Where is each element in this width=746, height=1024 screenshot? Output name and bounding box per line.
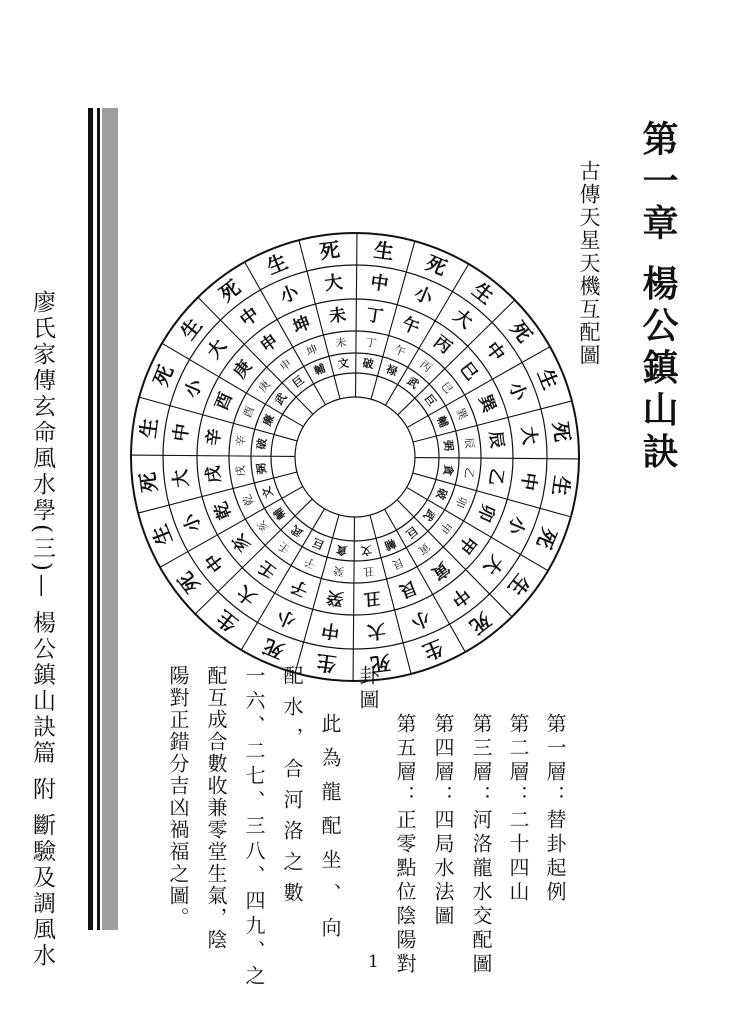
ring-label: 小 [411, 282, 436, 310]
ring-label: 輔 [271, 505, 289, 522]
ring-label: 輔 [382, 536, 398, 553]
ring-label: 丙 [417, 357, 435, 375]
ring-label: 辰 [461, 436, 477, 450]
ring-label: 輔 [434, 414, 451, 430]
ring-label: 文 [259, 484, 276, 500]
ring-label: 生 [547, 474, 575, 498]
ring-label: 小 [502, 513, 530, 538]
ring-label: 亥 [254, 517, 272, 535]
ring-label: 生 [533, 365, 563, 393]
ring-label: 戌 [203, 464, 226, 484]
ring-label: 艮 [390, 555, 406, 572]
ring-label: 亥 [228, 529, 255, 556]
ring-label: 乙 [461, 466, 477, 480]
ring-label: 寅 [427, 557, 454, 584]
ring-circle [251, 353, 459, 561]
ring-label: 死 [505, 316, 537, 348]
ring-label: 寅 [415, 540, 433, 558]
ring-label: 大 [323, 271, 344, 295]
ring-label: 生 [147, 521, 177, 549]
ring-label: 生 [314, 649, 338, 677]
ring-label: 小 [274, 604, 299, 632]
ring-label: 坤 [304, 342, 320, 359]
ring-label: 文 [337, 356, 350, 371]
ring-label: 大 [479, 551, 507, 579]
ring-label: 巨 [403, 523, 420, 541]
ring-label: 貪 [440, 463, 456, 477]
ring-label: 死 [135, 470, 162, 494]
diagram-caption: 古傳天星天機互配圖 [577, 160, 601, 367]
ring-label: 卯 [473, 500, 499, 525]
ring-label: 中 [516, 471, 540, 492]
ring-label: 巨 [290, 373, 307, 391]
ring-circle [229, 331, 481, 583]
compass-diagram [130, 232, 580, 682]
ring-label: 小 [504, 379, 531, 404]
ring-label: 丑 [362, 586, 382, 609]
ring-label: 廉 [260, 412, 277, 428]
ring-label: 癸 [325, 586, 346, 609]
page-number: 1 [368, 952, 379, 972]
book-title: 廖氏家傳玄命風水學(三)— 楊公鎮山訣篇 附 斷驗及調風水 [29, 290, 55, 969]
ring-label: 午 [392, 342, 408, 360]
spine-bar [88, 108, 93, 930]
ring-label: 生 [211, 605, 243, 637]
ring-label: 死 [531, 524, 562, 553]
layer-line: 第四層：四局水法圖 [431, 713, 455, 929]
ring-label: 庚 [255, 377, 273, 395]
ring-label: 坤 [290, 312, 314, 338]
ring-label: 中 [320, 618, 341, 642]
ring-label: 死 [318, 237, 342, 264]
ring-label: 酉 [240, 404, 258, 420]
ring-label: 巽 [453, 406, 470, 422]
ring-label: 大 [517, 425, 541, 446]
ring-label: 小 [180, 376, 208, 401]
ring-label: 貪 [335, 542, 349, 558]
ring-label: 破 [361, 356, 375, 372]
ring-label: 大 [449, 305, 477, 333]
ring-label: 乙 [484, 466, 507, 487]
ring-label: 死 [368, 650, 392, 677]
ring-circle [131, 233, 579, 681]
layer-line: 第三層：河洛龍水交配圖 [469, 713, 493, 977]
ring-label: 死 [214, 275, 246, 307]
ring-label: 小 [277, 281, 302, 308]
sector-divider [353, 517, 354, 681]
ring-label: 中 [201, 548, 230, 576]
ring-label: 巳 [455, 358, 482, 385]
layer-line: 第一層：替卦起例 [543, 713, 567, 905]
ring-label: 死 [548, 420, 575, 444]
ring-label: 巨 [310, 535, 326, 552]
ring-label: 子 [302, 554, 318, 572]
ring-label: 生 [372, 237, 396, 265]
sector-divider [415, 458, 579, 459]
ring-circle [163, 265, 547, 649]
ring-label: 大 [203, 335, 231, 363]
layer-line: 第二層：二十四山 [506, 713, 530, 905]
ring-label: 甲 [453, 531, 481, 558]
ring-label: 甲 [437, 519, 455, 537]
sector-divider [131, 455, 295, 456]
ring-label: 乾 [210, 498, 236, 522]
ring-label: 生 [175, 313, 207, 345]
description-line: 陽對正錯分吉凶禍福之圖。 [166, 665, 190, 929]
ring-label: 戌 [233, 464, 249, 478]
ring-label: 生 [263, 249, 291, 279]
ring-label: 武 [420, 506, 438, 524]
ring-label: 輔 [312, 361, 328, 378]
spine-bar [97, 108, 100, 930]
ring-label: 壬 [275, 539, 293, 557]
ring-label: 子 [287, 575, 312, 601]
ring-label: 弼 [441, 439, 456, 452]
ring-label: 丙 [429, 331, 456, 359]
ring-label: 小 [179, 510, 206, 535]
description-line: 此為龍配坐、向 [318, 713, 342, 951]
ring-label: 辛 [233, 434, 249, 448]
ring-label: 壬 [254, 555, 281, 583]
ring-label: 武 [288, 522, 306, 540]
ring-label: 乾 [240, 492, 257, 508]
ring-label: 破 [433, 486, 450, 502]
ring-label: 申 [256, 330, 283, 357]
ring-label: 武 [272, 390, 290, 408]
spine-bar [102, 108, 118, 930]
ring-label: 丁 [364, 335, 378, 351]
description-line: 配水，合河洛之數 [280, 665, 304, 913]
ring-label: 申 [277, 356, 295, 374]
ring-circle [295, 397, 415, 517]
ring-label: 死 [464, 607, 496, 639]
ring-label: 卯 [452, 494, 470, 510]
ring-label: 文 [360, 543, 373, 558]
ring-label: 辛 [203, 427, 226, 448]
ring-circle [197, 299, 513, 615]
ring-label: 中 [236, 303, 264, 332]
ring-label: 午 [398, 313, 423, 339]
description-line: 一六、二七、三八、四九、之 [242, 665, 266, 990]
description-line: 配互成合數收兼零堂生氣，陰 [204, 665, 228, 951]
layer-line: 第五層：正零點位陰陽對 [393, 713, 417, 977]
ring-label: 武 [404, 374, 422, 392]
ring-label: 中 [446, 582, 474, 611]
ring-label: 辰 [484, 430, 507, 450]
ring-label: 中 [170, 422, 194, 443]
ring-label: 小 [408, 606, 433, 633]
spine-bars [88, 108, 118, 930]
ring-label: 生 [419, 635, 447, 665]
ring-label: 酉 [211, 389, 237, 414]
ring-label: 艮 [396, 576, 420, 602]
ring-label: 死 [422, 250, 451, 281]
ring-label: 死 [148, 361, 179, 390]
ring-label: 大 [366, 619, 387, 643]
ring-label: 中 [369, 272, 390, 296]
ring-label: 巳 [438, 379, 456, 397]
ring-label: 死 [259, 633, 288, 664]
ring-label: 癸 [332, 563, 346, 579]
ring-label: 巽 [474, 392, 500, 416]
ring-label: 死 [173, 566, 205, 598]
chapter-title: 第一章 楊公鎮山訣 [637, 120, 679, 475]
ring-label: 中 [480, 338, 509, 366]
ring-label: 丑 [362, 563, 376, 579]
ring-label: 丁 [364, 305, 385, 328]
ring-label: 生 [503, 569, 535, 601]
sector-divider [356, 233, 357, 397]
ring-label: 破 [254, 437, 270, 451]
ring-label: 庚 [229, 356, 257, 383]
ring-label: 巨 [421, 392, 439, 409]
layer-line: 卦圖 [356, 665, 380, 713]
ring-label: 生 [135, 416, 163, 440]
ring-label: 未 [334, 335, 348, 351]
ring-label: 禄 [384, 362, 400, 379]
ring-label: 未 [328, 305, 348, 328]
ring-circle [271, 373, 439, 541]
ring-label: 弼 [254, 462, 269, 475]
ring-label: 大 [169, 468, 193, 489]
ring-label: 生 [467, 277, 499, 309]
ring-label: 大 [233, 581, 261, 609]
